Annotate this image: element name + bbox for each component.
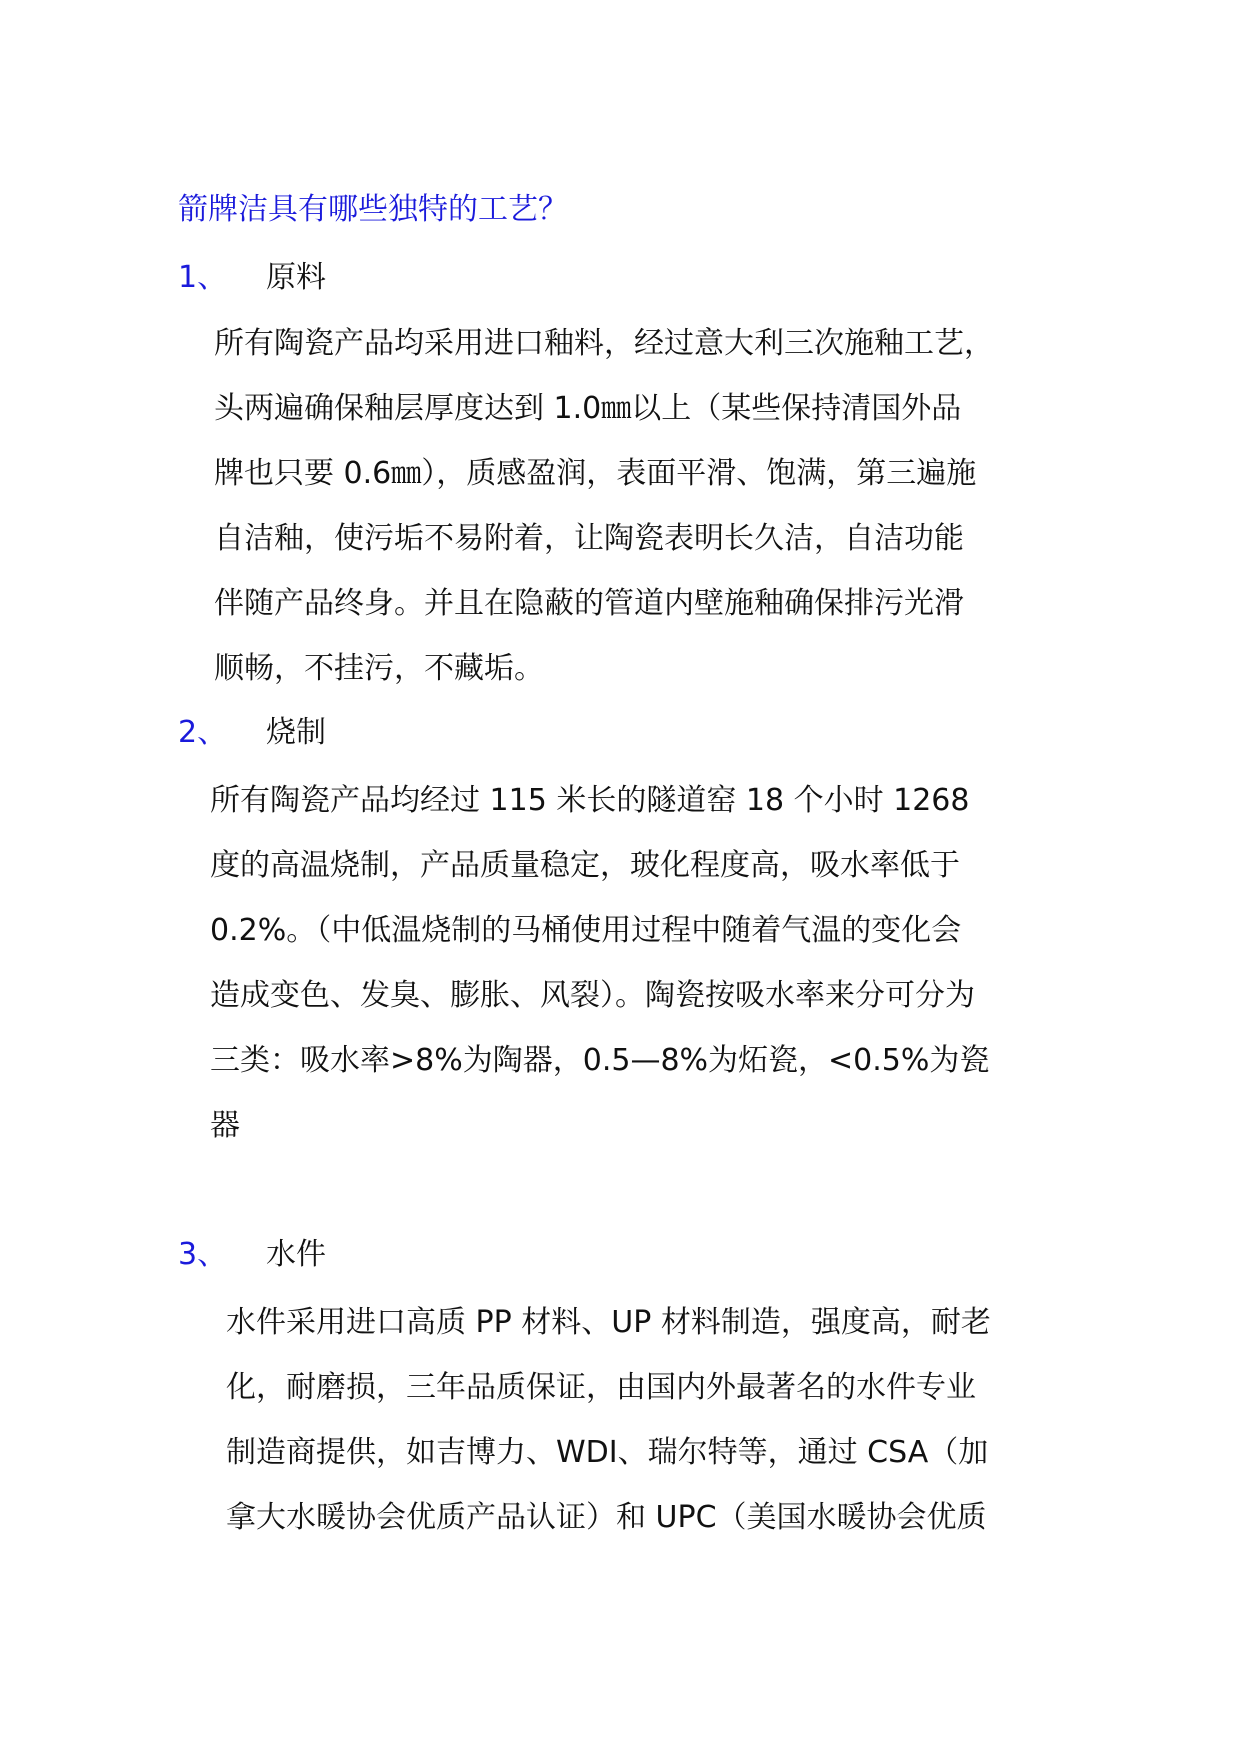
paragraph-line: 制造商提供，如吉博力、WDI、瑞尔特等，通过 CSA（加 (226, 1435, 989, 1470)
document-title: 箭牌洁具有哪些独特的工艺？ (178, 192, 568, 227)
paragraph-line: 度的高温烧制，产品质量稳定，玻化程度高，吸水率低于 (210, 848, 960, 883)
section-1-paragraph (214, 311, 994, 701)
paragraph-line: 自洁釉，使污垢不易附着，让陶瓷表明长久洁，自洁功能 (214, 521, 964, 556)
paragraph-line: 所有陶瓷产品均采用进口釉料，经过意大利三次施釉工艺， (214, 326, 994, 361)
section-number: 2、 (178, 715, 228, 750)
section-2-paragraph (210, 768, 989, 1158)
paragraph-line: 伴随产品终身。并且在隐蔽的管道内壁施釉确保排污光滑 (214, 586, 964, 621)
section-label: 水件 (266, 1237, 326, 1272)
paragraph-line: 器 (210, 1108, 240, 1143)
paragraph-line: 所有陶瓷产品均经过 115 米长的隧道窑 18 个小时 1268 (210, 783, 970, 818)
paragraph-line: 拿大水暖协会优质产品认证）和 UPC（美国水暖协会优质 (226, 1500, 987, 1535)
section-3-heading (178, 1233, 326, 1277)
section-number: 3、 (178, 1237, 228, 1272)
section-2-heading (178, 711, 326, 755)
paragraph-line: 顺畅，不挂污，不藏垢。 (214, 651, 544, 686)
paragraph-line: 三类：吸水率>8%为陶器，0.5—8%为炻瓷，<0.5%为瓷 (210, 1043, 990, 1078)
section-label: 烧制 (266, 715, 326, 750)
paragraph-line: 0.2%。（中低温烧制的马桶使用过程中随着气温的变化会 (210, 913, 962, 948)
paragraph-line: 造成变色、发臭、膨胀、风裂）。陶瓷按吸水率来分可分为 (210, 978, 975, 1013)
paragraph-line: 水件采用进口高质 PP 材料、UP 材料制造，强度高，耐老 (226, 1305, 991, 1340)
section-number: 1、 (178, 260, 228, 295)
paragraph-line: 牌也只要 0.6㎜），质感盈润，表面平滑、饱满，第三遍施 (214, 456, 977, 491)
section-3-paragraph (226, 1290, 991, 1550)
paragraph-line: 化，耐磨损，三年品质保证，由国内外最著名的水件专业 (226, 1370, 976, 1405)
section-label: 原料 (266, 260, 326, 295)
section-1-heading (178, 256, 326, 300)
paragraph-line: 头两遍确保釉层厚度达到 1.0㎜以上（某些保持清国外品 (214, 391, 962, 426)
